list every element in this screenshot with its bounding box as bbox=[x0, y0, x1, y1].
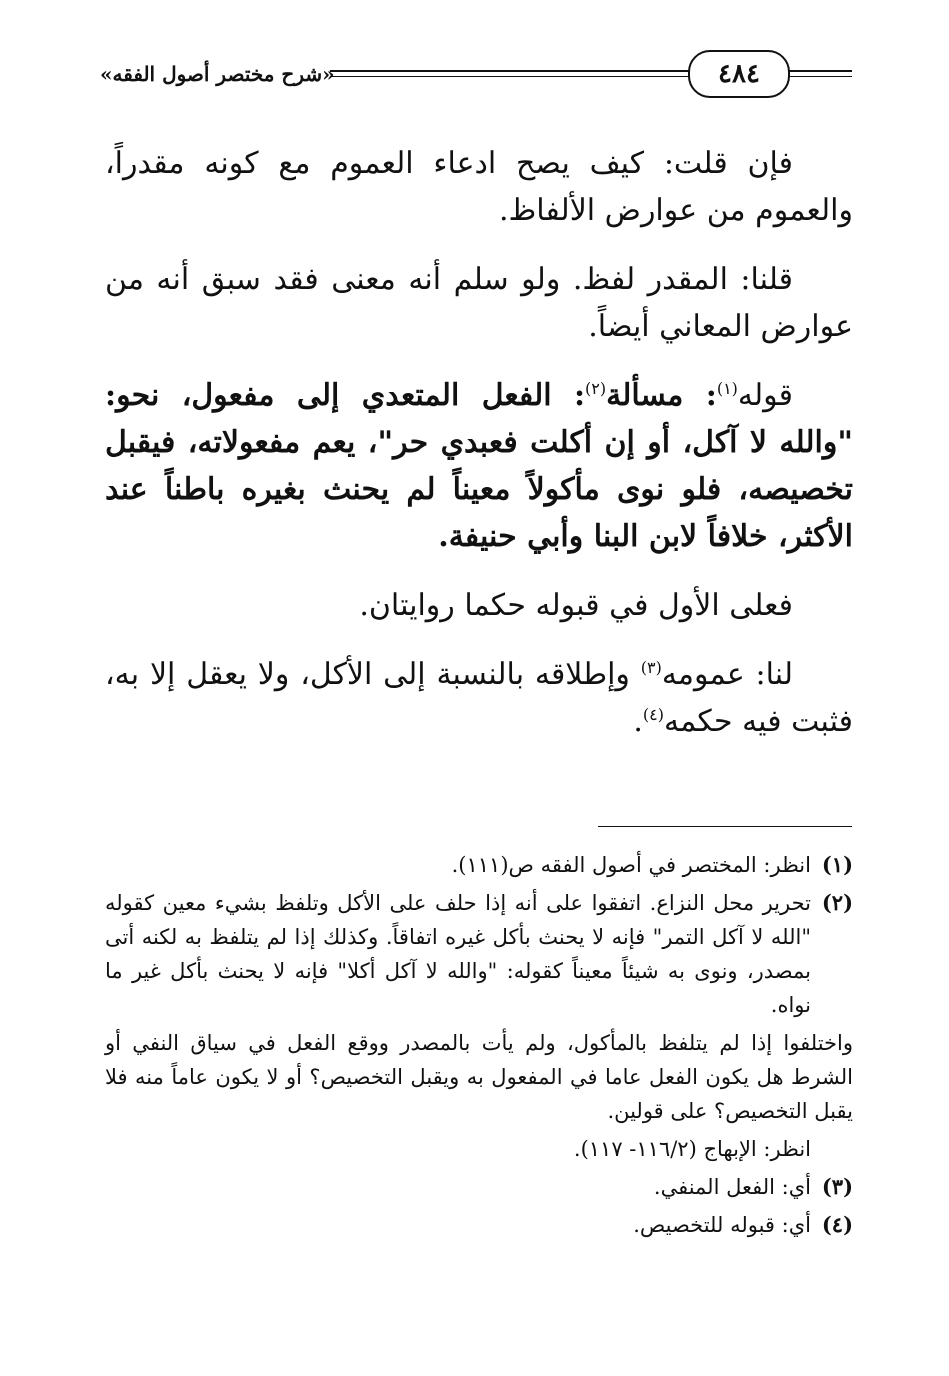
paragraph-evidence bbox=[105, 651, 853, 745]
matn-intro: قوله bbox=[737, 378, 793, 413]
paragraph-two-narrations: فعلى الأول في قبوله حكما روايتان. bbox=[359, 588, 793, 623]
footnotes bbox=[105, 848, 853, 1246]
footnote-2 bbox=[105, 886, 853, 1022]
footnote-number: (١) bbox=[821, 852, 853, 877]
paragraph-objection: فإن قلت: كيف يصح ادعاء العموم مع كونه مقدراً، والعموم من عوارض الألفاظ. bbox=[105, 146, 853, 228]
evidence-a: لنا: عمومه bbox=[661, 657, 793, 692]
page-header bbox=[100, 50, 852, 102]
footnote-text: أي: الفعل المنفي. bbox=[653, 1175, 811, 1199]
footnote-ref-4: (٤) bbox=[642, 705, 664, 724]
evidence-c: . bbox=[633, 704, 643, 739]
footnote-text: انظر: المختصر في أصول الفقه ص(١١١). bbox=[451, 853, 811, 877]
footnote-1 bbox=[105, 848, 853, 882]
footnote-3 bbox=[105, 1170, 853, 1204]
footnote-ref-2: (٢) bbox=[585, 379, 607, 398]
paragraph-reply: قلنا: المقدر لفظ. ولو سلم أنه معنى فقد سبق أنه من عوارض المعاني أيضاً. bbox=[105, 262, 853, 344]
footnote-4 bbox=[105, 1208, 853, 1242]
evidence-b: وإطلاقه بالنسبة إلى الأكل، ولا يعقل إلا به، فثبت فيه حكمه bbox=[105, 657, 853, 739]
footnote-text: تحرير محل النزاع. اتفقوا على أنه إذا حلف على الأكل وتلفظ بشيء معين كقوله "الله لا آكل التمر" فإنه لا يحنث بأكل غيره اتفاقاً. وكذلك إذا لم يتلفظ به لكنه أتى بمصدر، ونوى به شيئاً معيناً كقوله: "والله لا آكل أكلا" فإنه لا يحنث بأكل غير ما نواه. bbox=[105, 891, 811, 1017]
book-title: «شرح مختصر أصول الفقه» bbox=[100, 62, 335, 86]
footnote-2-reference: انظر: الإبهاج (١١٦/٢- ١١٧). bbox=[573, 1137, 811, 1161]
footnote-2-continued: واختلفوا إذا لم يتلفظ بالمأكول، ولم يأت بالمصدر ووقع الفعل في سياق النفي أو الشرط هل يكون الفعل عاما في المفعول به ويقبل التخصيص؟ أو لا يكون عاماً منه فلا يقبل التخصيص؟ على قولين. bbox=[105, 1031, 853, 1123]
footnote-separator bbox=[598, 826, 852, 827]
header-rule-right bbox=[788, 70, 852, 77]
matn-text: : الفعل المتعدي إلى مفعول، نحو: "والله لا آكل، أو إن أكلت فعبدي حر"، يعم مفعولاته، فيقبل تخصيصه، فلو نوى مأكولاً معيناً لم يحنث بغيره باطناً عند الأكثر، خلافاً لابن البنا وأبي حنيفة. bbox=[105, 378, 853, 554]
main-text bbox=[105, 140, 853, 767]
footnote-number: (٢) bbox=[821, 890, 853, 915]
footnote-number: (٣) bbox=[821, 1174, 853, 1199]
footnote-number: (٤) bbox=[821, 1212, 853, 1237]
paragraph-matn bbox=[105, 372, 853, 560]
footnote-text: أي: قبوله للتخصيص. bbox=[633, 1213, 811, 1237]
footnote-ref-3: (٣) bbox=[640, 658, 662, 677]
footnote-ref-1: (١) bbox=[716, 379, 738, 398]
matn-masala: : مسألة bbox=[606, 378, 717, 413]
page-number: ٤٨٤ bbox=[688, 50, 790, 98]
